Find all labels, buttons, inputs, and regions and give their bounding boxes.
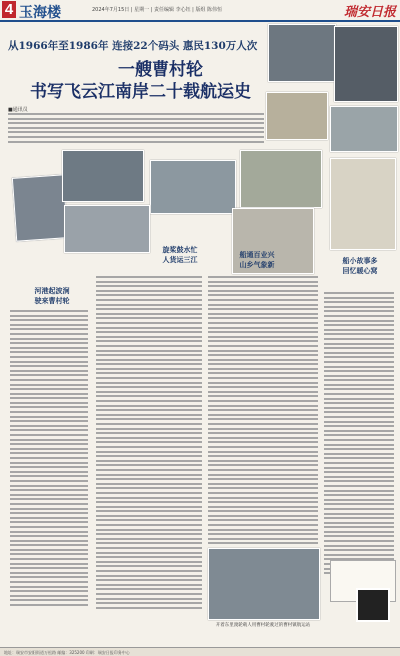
photo-village — [240, 150, 322, 208]
photo-ferry-station — [208, 548, 320, 620]
photo-river-panorama — [150, 160, 236, 214]
photo-river-view — [330, 106, 398, 152]
article-title-line1: 一艘曹村轮 — [118, 60, 203, 80]
body-column-2 — [96, 276, 202, 611]
photo-boat-tickets — [64, 205, 150, 253]
body-column-3 — [208, 276, 318, 547]
body-column-4 — [324, 292, 394, 577]
issue-meta: 2024年7月15日 | 星期一 | 责任编辑 李心钰 | 版组 陈伟恒 — [92, 7, 223, 13]
photo-pier-mid — [62, 150, 144, 202]
newspaper-logo: 瑞安日报 — [343, 5, 396, 20]
article-kicker: 从1966年至1986年 连接22个码头 惠民130万人次 — [8, 40, 258, 52]
photo-ferry-dock — [268, 24, 336, 82]
photo-ticket — [266, 92, 328, 140]
intro-paragraph — [8, 113, 264, 145]
article-title-line2: 书写飞云江南岸二十载航运史 — [30, 82, 251, 102]
subhead-memory: 船通百业兴 山乡气象新 — [239, 250, 275, 269]
page-number: 4 — [2, 1, 16, 18]
photo-caption: 开着东里渡轮载人用曹村轮驶过的曹村镇航运站 — [215, 623, 311, 628]
photo-old-boat-left — [12, 174, 68, 241]
footer-text: 地址：瑞安市安阳街道万松路 邮编：325200 印刷：瑞安日报印务中心 — [4, 650, 130, 655]
subhead-trips: 旋桨鼓水忙 人货运三江 — [162, 245, 198, 264]
photo-map-portrait — [330, 158, 396, 250]
photo-old-ship — [334, 26, 398, 102]
page-footer — [0, 647, 400, 656]
subhead-tickets: 河港起波涧 驶来曹村轮 — [34, 286, 70, 305]
section-title: 玉海楼 — [19, 5, 61, 21]
body-column-1 — [10, 310, 88, 609]
qr-code[interactable] — [356, 588, 390, 622]
byline: ■通讯员 — [8, 107, 28, 113]
subhead-fate: 船小故事多 回忆暖心窝 — [342, 256, 378, 275]
